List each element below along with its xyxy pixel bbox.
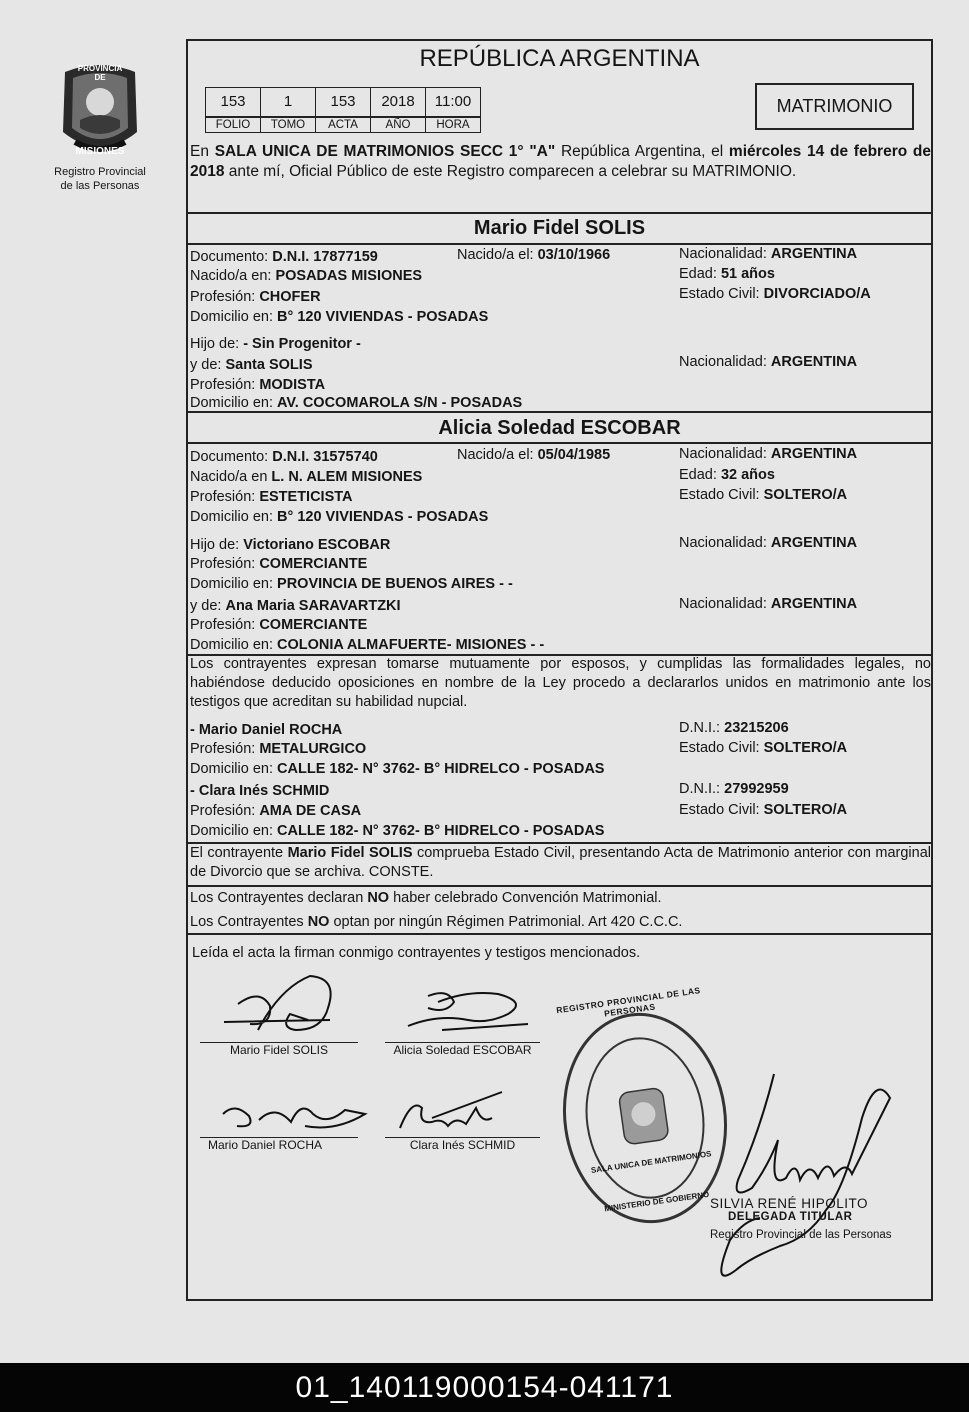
witness2-signature-caption: Clara Inés SCHMID bbox=[409, 1138, 516, 1152]
bride-parent2 bbox=[190, 597, 401, 615]
groom-parent2-nationality-value: ARGENTINA bbox=[770, 354, 858, 370]
groom-document-value: D.N.I. 17877159 bbox=[272, 249, 378, 265]
groom-parent2-domicile bbox=[190, 394, 522, 412]
regime-no: NO bbox=[307, 914, 330, 930]
regime-statement bbox=[190, 913, 682, 931]
regime-text-2: optan por ningún Régimen Patrimonial. Art 420 C.C.C. bbox=[329, 914, 683, 930]
bride-parent2-domicile bbox=[190, 636, 544, 654]
civil-note-name: Mario Fidel SOLIS bbox=[287, 845, 413, 861]
bride-nationality bbox=[679, 445, 857, 463]
groom-parent2-domicile-value: AV. COCOMAROLA S/N - POSADAS bbox=[277, 395, 523, 411]
label: D.N.I.: bbox=[679, 720, 721, 736]
groom-parent1 bbox=[190, 335, 361, 353]
witness2-profession bbox=[190, 802, 361, 820]
official-organization: Registro Provincial de las Personas bbox=[710, 1229, 892, 1241]
bride-parent1-domicile-value: PROVINCIA DE BUENOS AIRES - - bbox=[277, 576, 513, 592]
label: Domicilio en: bbox=[190, 509, 273, 525]
witness1-name bbox=[190, 721, 342, 739]
page-title: REPÚBLICA ARGENTINA bbox=[419, 45, 700, 72]
label: Domicilio en: bbox=[190, 576, 273, 592]
groom-civil-status bbox=[679, 285, 871, 303]
intro-text-1: En bbox=[190, 143, 215, 160]
intro-paragraph bbox=[190, 142, 931, 182]
registry-year-label: AÑO bbox=[370, 117, 426, 133]
groom-profession-value: CHOFER bbox=[259, 289, 321, 305]
groom-domicile bbox=[190, 308, 488, 326]
witness2-dni bbox=[679, 780, 789, 798]
label: Profesión: bbox=[190, 556, 256, 572]
groom-document bbox=[190, 248, 378, 266]
registry-acta-value: 153 bbox=[315, 87, 371, 117]
bride-parent2-nationality-value: ARGENTINA bbox=[770, 596, 858, 612]
groom-birthdate-value: 03/10/1966 bbox=[537, 247, 611, 263]
label: Domicilio en: bbox=[190, 823, 273, 839]
witness2-dni-value: 27992959 bbox=[724, 781, 789, 797]
groom-birthplace-value: POSADAS MISIONES bbox=[275, 268, 423, 284]
label: Profesión: bbox=[190, 803, 256, 819]
closing-statement: Leída el acta la firman conmigo contrayentes y testigos mencionados. bbox=[192, 945, 641, 961]
bride-document-value: D.N.I. 31575740 bbox=[272, 449, 378, 465]
act-type-box: MATRIMONIO bbox=[755, 83, 914, 130]
bride-nationality-value: ARGENTINA bbox=[770, 446, 858, 462]
label: Profesión: bbox=[190, 741, 256, 757]
witness1-civil-status-value: SOLTERO/A bbox=[763, 740, 848, 756]
groom-signature-icon bbox=[210, 968, 350, 1040]
convention-text-1: Los Contrayentes declaran bbox=[190, 890, 368, 906]
witness1-profession bbox=[190, 740, 366, 758]
registry-tomo-label: TOMO bbox=[260, 117, 316, 133]
divider bbox=[186, 212, 933, 214]
label: Domicilio en: bbox=[190, 309, 273, 325]
bride-parent2-profession bbox=[190, 616, 367, 634]
witness2-name bbox=[190, 782, 329, 800]
bride-domicile bbox=[190, 508, 488, 526]
bride-parent2-domicile-value: COLONIA ALMAFUERTE- MISIONES - - bbox=[277, 637, 545, 653]
label: Nacionalidad: bbox=[679, 596, 767, 612]
registry-folio-value: 153 bbox=[205, 87, 261, 117]
bride-profession bbox=[190, 488, 353, 506]
groom-signature-caption: Mario Fidel SOLIS bbox=[229, 1043, 329, 1057]
label: Nacionalidad: bbox=[679, 246, 767, 262]
groom-birthplace bbox=[190, 267, 422, 285]
label: Domicilio en: bbox=[190, 761, 273, 777]
label: Hijo de: bbox=[190, 537, 240, 553]
official-role: DELEGADA TITULAR bbox=[728, 1211, 853, 1223]
bride-birthplace-value: L. N. ALEM MISIONES bbox=[271, 469, 423, 485]
witness1-dni bbox=[679, 719, 789, 737]
intro-date: miércoles 14 de febrero de 2018 bbox=[190, 143, 932, 180]
witness2-name-value: - Clara Inés SCHMID bbox=[190, 783, 330, 799]
bride-parent1-profession-value: COMERCIANTE bbox=[259, 556, 368, 572]
registry-acta-label: ACTA bbox=[315, 117, 371, 133]
groom-birthdate bbox=[457, 246, 610, 264]
registry-tomo-value: 1 bbox=[260, 87, 316, 117]
witness2-domicile-value: CALLE 182- N° 3762- B° HIDRELCO - POSADAS bbox=[277, 823, 605, 839]
label: Profesión: bbox=[190, 289, 256, 305]
province-logo bbox=[55, 62, 145, 162]
logo-caption-line2: de las Personas bbox=[60, 180, 140, 192]
label: Documento: bbox=[190, 249, 269, 265]
bride-signature-icon bbox=[398, 984, 538, 1040]
convention-text-2: haber celebrado Convención Matrimonial. bbox=[389, 890, 662, 906]
label: Edad: bbox=[679, 467, 717, 483]
official-signature-icon bbox=[640, 1070, 920, 1295]
bride-parent1-nationality-value: ARGENTINA bbox=[770, 535, 858, 551]
divider bbox=[186, 933, 933, 935]
bride-parent1 bbox=[190, 536, 390, 554]
intro-office: SALA UNICA DE MATRIMONIOS SECC 1° "A" bbox=[214, 143, 556, 160]
label: Estado Civil: bbox=[679, 286, 760, 302]
registry-folio-label: FOLIO bbox=[205, 117, 261, 133]
label: Nacido/a en: bbox=[190, 268, 272, 284]
bride-profession-value: ESTETICISTA bbox=[259, 489, 353, 505]
divider bbox=[186, 885, 933, 887]
groom-civil-status-value: DIVORCIADO/A bbox=[763, 286, 871, 302]
groom-parent2-nationality bbox=[679, 353, 857, 371]
bride-signature-caption: Alicia Soledad ESCOBAR bbox=[393, 1043, 532, 1057]
groom-domicile-value: B° 120 VIVIENDAS - POSADAS bbox=[277, 309, 489, 325]
label: Domicilio en: bbox=[190, 395, 273, 411]
bride-civil-status bbox=[679, 486, 847, 504]
civil-status-note bbox=[190, 844, 931, 882]
label: y de: bbox=[190, 357, 222, 373]
label: Profesión: bbox=[190, 489, 256, 505]
witness1-signature-caption: Mario Daniel ROCHA bbox=[207, 1138, 323, 1152]
bride-birthdate bbox=[457, 446, 610, 464]
groom-parent2-profession-value: MODISTA bbox=[259, 377, 326, 393]
label: Nacido/a en bbox=[190, 469, 268, 485]
bride-birthdate-value: 05/04/1985 bbox=[537, 447, 611, 463]
bride-parent2-profession-value: COMERCIANTE bbox=[259, 617, 368, 633]
civil-note-text-2: comprueba Estado Civil, presentando Acta de Matrimonio anterior con marginal de Divorcio que se archiva. CONSTE. bbox=[190, 845, 931, 880]
witness2-signature-icon bbox=[392, 1088, 512, 1138]
official-name: SILVIA RENÉ HIPOLITO bbox=[710, 1196, 869, 1211]
bride-domicile-value: B° 120 VIVIENDAS - POSADAS bbox=[277, 509, 489, 525]
bride-parent1-value: Victoriano ESCOBAR bbox=[243, 537, 391, 553]
witness2-profession-value: AMA DE CASA bbox=[259, 803, 362, 819]
groom-parent2-profession bbox=[190, 376, 325, 394]
witness1-signature-icon bbox=[215, 1092, 375, 1138]
intro-text-3: ante mí, Oficial Público de este Registro comparecen a celebrar su MATRIMONIO. bbox=[224, 163, 797, 180]
bride-parent2-nationality bbox=[679, 595, 857, 613]
registry-hour-value: 11:00 bbox=[425, 87, 481, 117]
emblem-top-text: PROVINCIA DE bbox=[77, 64, 123, 82]
witness2-domicile bbox=[190, 822, 604, 840]
groom-parent2 bbox=[190, 356, 313, 374]
bride-age-value: 32 años bbox=[720, 467, 775, 483]
groom-nationality bbox=[679, 245, 857, 263]
witness1-name-value: - Mario Daniel ROCHA bbox=[190, 722, 343, 738]
label: Nacido/a el: bbox=[457, 247, 534, 263]
bride-parent1-nationality bbox=[679, 534, 857, 552]
label: D.N.I.: bbox=[679, 781, 721, 797]
witness1-dni-value: 23215206 bbox=[724, 720, 789, 736]
label: Documento: bbox=[190, 449, 269, 465]
bride-document bbox=[190, 448, 378, 466]
bride-birthplace bbox=[190, 468, 422, 486]
label: Domicilio en: bbox=[190, 637, 273, 653]
witness1-domicile-value: CALLE 182- N° 3762- B° HIDRELCO - POSADAS bbox=[277, 761, 605, 777]
label: Nacido/a el: bbox=[457, 447, 534, 463]
emblem-bottom-text: MISIONES bbox=[75, 146, 125, 157]
label: Estado Civil: bbox=[679, 802, 760, 818]
witness1-civil-status bbox=[679, 739, 847, 757]
label: Profesión: bbox=[190, 617, 256, 633]
civil-note-text-1: El contrayente bbox=[190, 845, 288, 861]
groom-parent2-value: Santa SOLIS bbox=[225, 357, 313, 373]
label: Profesión: bbox=[190, 377, 256, 393]
intro-text-2: República Argentina, el bbox=[555, 143, 729, 160]
label: Edad: bbox=[679, 266, 717, 282]
stamp-ring-text: REGISTRO PROVINCIAL DE LAS PERSONAS bbox=[555, 985, 702, 1019]
bride-civil-status-value: SOLTERO/A bbox=[763, 487, 848, 503]
stamp-inner-text: SALA UNICA DE MATRIMONIOS bbox=[590, 1149, 712, 1175]
label: Nacionalidad: bbox=[679, 535, 767, 551]
label: Hijo de: bbox=[190, 336, 240, 352]
bride-name-heading: Alicia Soledad ESCOBAR bbox=[438, 417, 681, 439]
divider bbox=[186, 442, 933, 444]
bride-parent1-profession bbox=[190, 555, 367, 573]
bride-age bbox=[679, 466, 775, 484]
regime-text-1: Los Contrayentes bbox=[190, 914, 308, 930]
label: Estado Civil: bbox=[679, 740, 760, 756]
bride-parent1-domicile bbox=[190, 575, 513, 593]
groom-profession bbox=[190, 288, 321, 306]
label: Nacionalidad: bbox=[679, 354, 767, 370]
label: Nacionalidad: bbox=[679, 446, 767, 462]
groom-name-heading: Mario Fidel SOLIS bbox=[473, 217, 646, 239]
logo-caption-line1: Registro Provincial bbox=[54, 166, 146, 178]
witness2-civil-status bbox=[679, 801, 847, 819]
groom-age-value: 51 años bbox=[720, 266, 775, 282]
declaration-paragraph: Los contrayentes expresan tomarse mutuamente por esposos, y cumplidas las formalidades legales, no habiéndose deducido oposiciones en nombre de la Ley procedo a declararlos unidos en matrimonio ante los testigos que acreditan su habilidad nupcial. bbox=[190, 656, 931, 710]
divider bbox=[186, 411, 933, 413]
registry-year-value: 2018 bbox=[370, 87, 426, 117]
witness2-civil-status-value: SOLTERO/A bbox=[763, 802, 848, 818]
label: y de: bbox=[190, 598, 222, 614]
label: Estado Civil: bbox=[679, 487, 760, 503]
groom-parent1-value: - Sin Progenitor - bbox=[243, 336, 361, 352]
document-footer-code: 01_140119000154-041171 bbox=[0, 1363, 969, 1412]
witness1-profession-value: METALURGICO bbox=[259, 741, 367, 757]
registry-hour-label: HORA bbox=[425, 117, 481, 133]
groom-age bbox=[679, 265, 775, 283]
stamp-bottom-text: MINISTERIO DE GOBIERNO bbox=[603, 1189, 710, 1214]
witness1-domicile bbox=[190, 760, 604, 778]
groom-nationality-value: ARGENTINA bbox=[770, 246, 858, 262]
convention-no: NO bbox=[367, 890, 390, 906]
convention-statement bbox=[190, 889, 662, 907]
bride-parent2-value: Ana Maria SARAVARTZKI bbox=[225, 598, 401, 614]
